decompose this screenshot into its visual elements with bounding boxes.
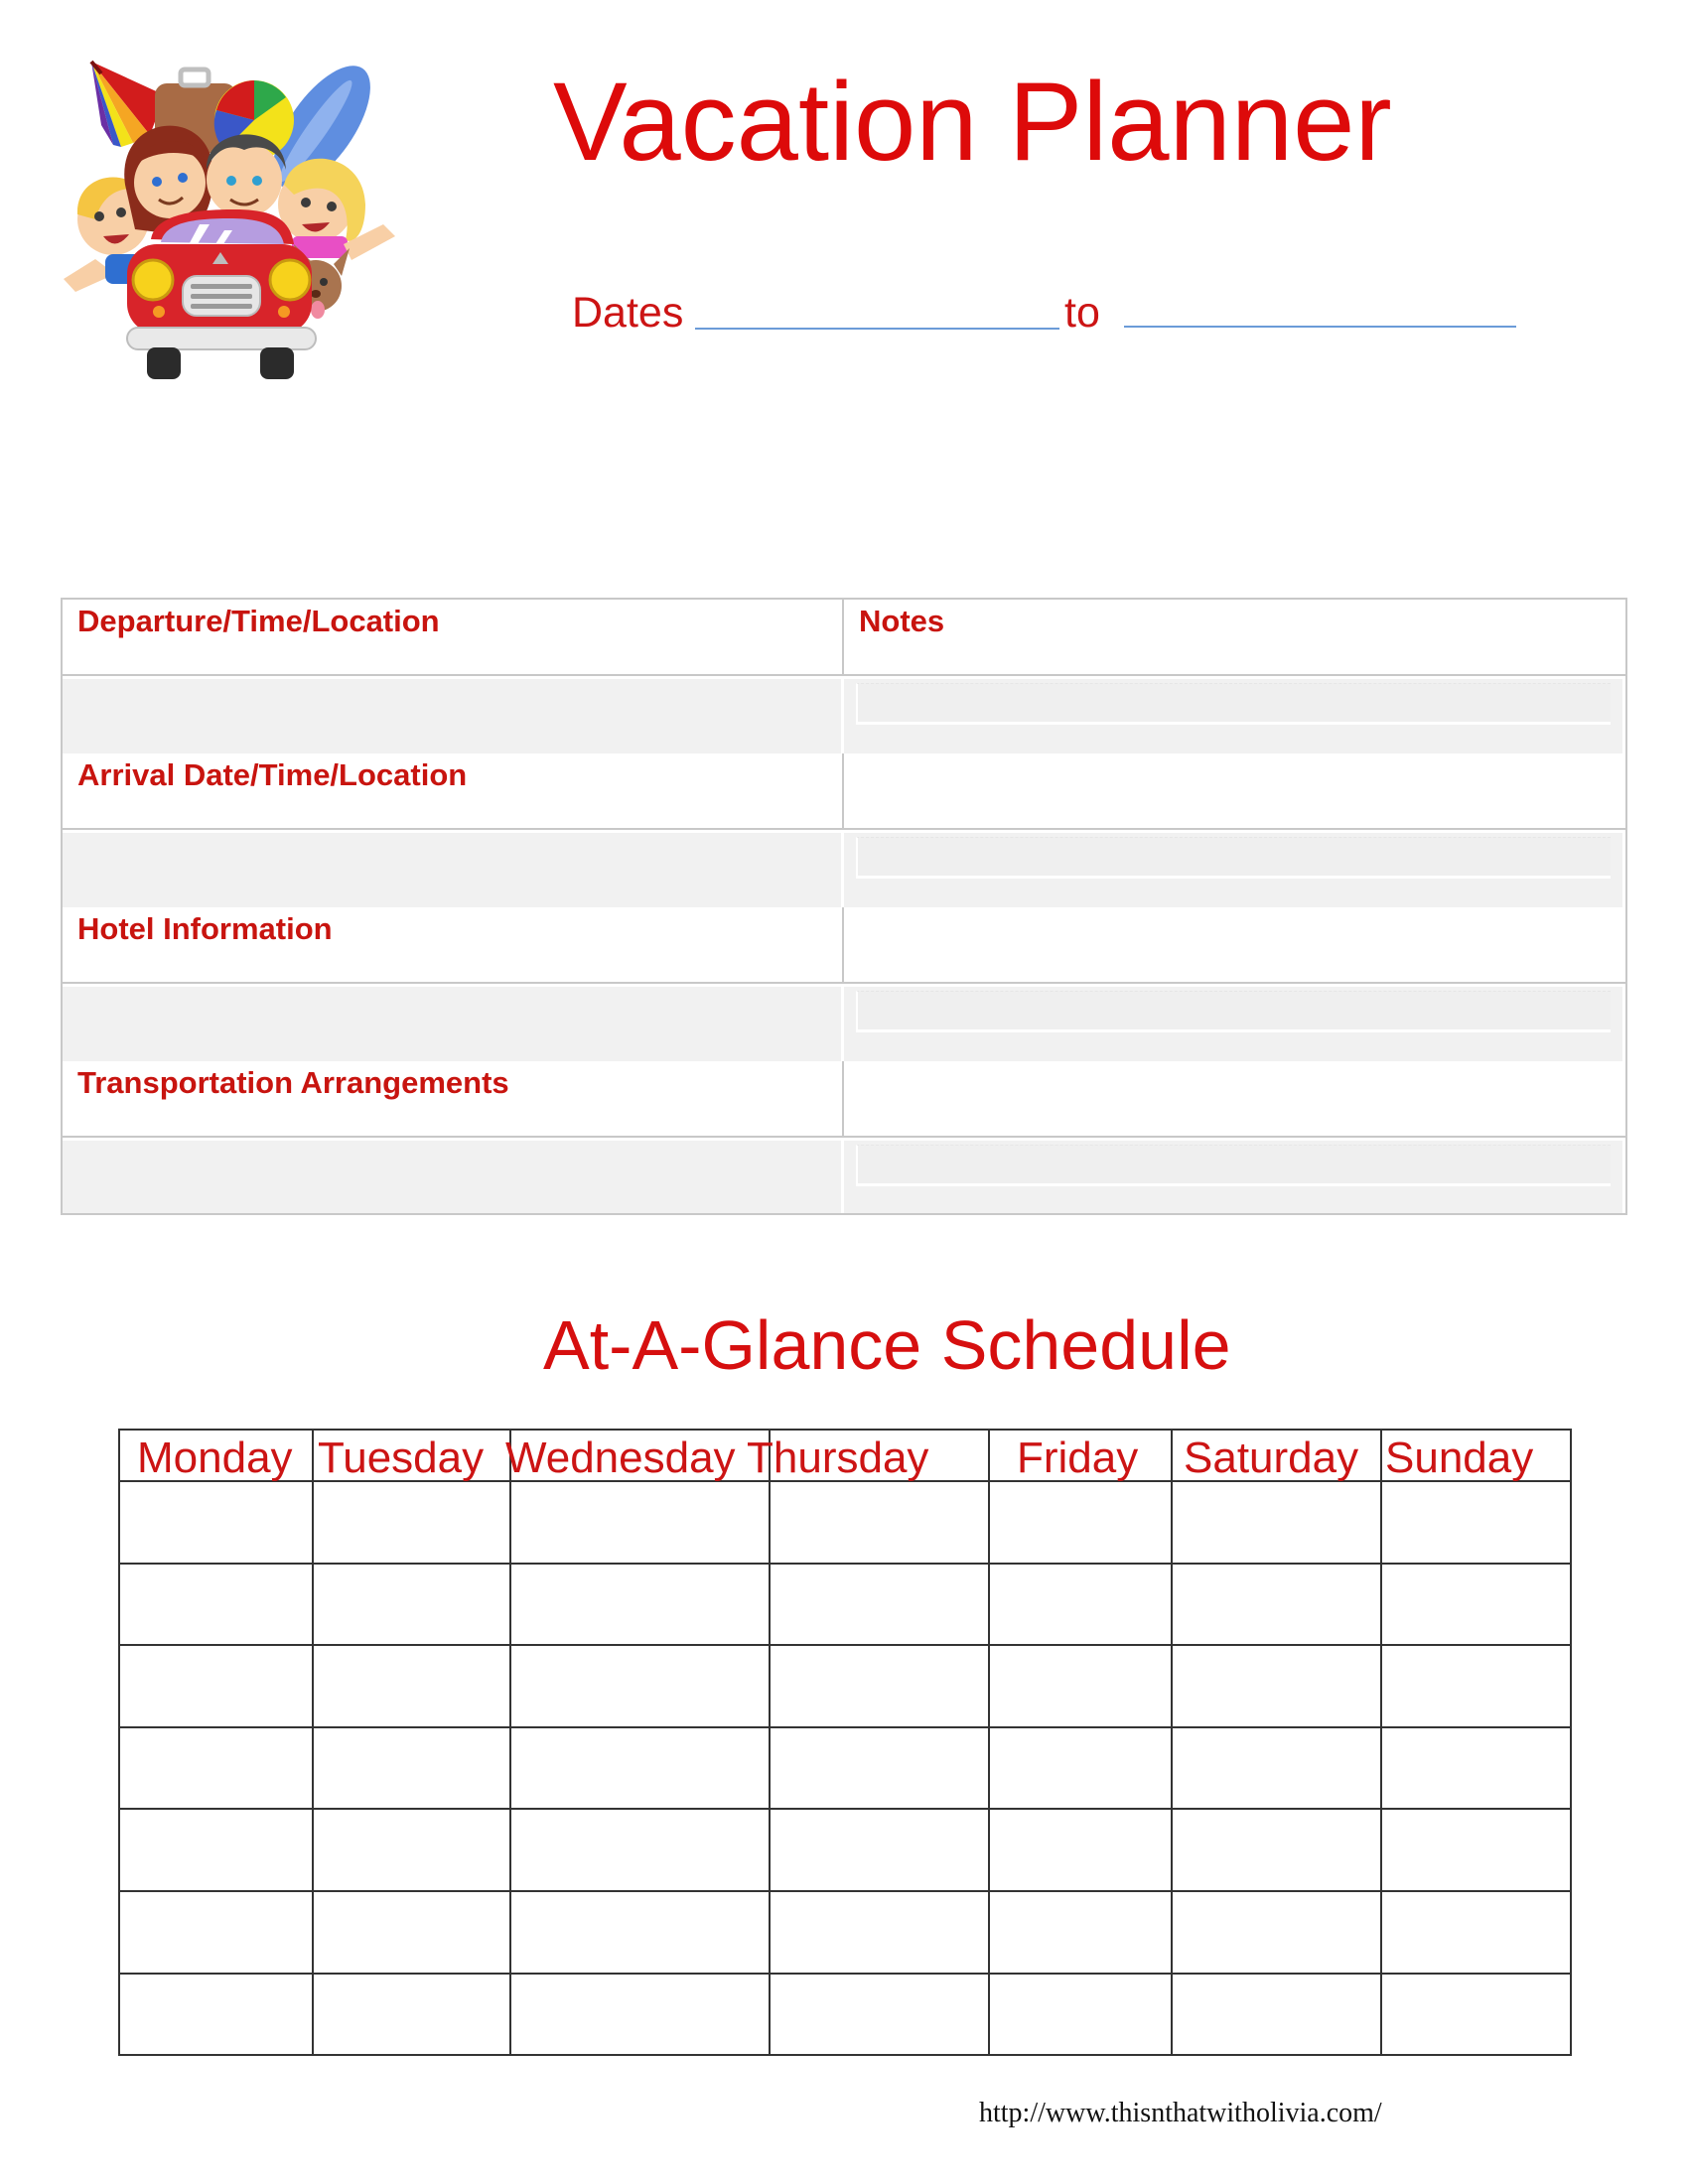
page-title: Vacation Planner — [553, 60, 1392, 184]
schedule-cell[interactable] — [1172, 1809, 1381, 1891]
schedule-row — [119, 1891, 1571, 1974]
departure-input-row — [63, 676, 1625, 753]
hotel-input-row — [63, 984, 1625, 1061]
day-header-wednesday — [505, 1430, 770, 1482]
trip-details-table — [61, 598, 1627, 1215]
girl-figure-icon — [278, 159, 395, 260]
schedule-cell[interactable] — [119, 1974, 313, 2056]
day-header-sunday — [1381, 1430, 1571, 1481]
arrival-notes-header-cell — [844, 753, 1625, 828]
schedule-cell[interactable] — [1381, 1645, 1571, 1727]
transportation-label-cell — [63, 1061, 844, 1136]
red-car-icon — [127, 209, 316, 379]
departure-label-row — [63, 600, 1625, 676]
schedule-cell[interactable] — [119, 1891, 313, 1974]
schedule-cell[interactable] — [510, 1564, 770, 1646]
schedule-row — [119, 1645, 1571, 1727]
transportation-label: Transportation Arrangements — [77, 1065, 509, 1100]
departure-label-cell — [63, 600, 844, 674]
departure-notes-box[interactable] — [856, 683, 1611, 725]
day-label: Sunday — [1385, 1433, 1534, 1482]
schedule-cell[interactable] — [1172, 1727, 1381, 1810]
schedule-cell[interactable] — [770, 1809, 989, 1891]
arrival-label: Arrival Date/Time/Location — [77, 757, 468, 792]
day-label: Thursday — [747, 1433, 929, 1482]
schedule-cell[interactable] — [510, 1809, 770, 1891]
schedule-cell[interactable] — [1172, 1564, 1381, 1646]
schedule-row — [119, 1481, 1571, 1564]
weekly-schedule-table — [118, 1429, 1572, 2056]
day-header-friday — [989, 1430, 1172, 1481]
footer-url-link[interactable]: http://www.thisnthatwitholivia.com/ — [979, 2098, 1382, 2128]
departure-notes-input[interactable] — [844, 679, 1622, 753]
hotel-label-row — [63, 907, 1625, 984]
schedule-cell[interactable] — [313, 1974, 510, 2056]
schedule-cell[interactable] — [1172, 1645, 1381, 1727]
schedule-body — [119, 1481, 1571, 2055]
schedule-cell[interactable] — [770, 1891, 989, 1974]
schedule-cell[interactable] — [510, 1974, 770, 2056]
schedule-cell[interactable] — [770, 1645, 989, 1727]
to-label: to — [1064, 289, 1100, 337]
day-header-monday — [119, 1430, 313, 1481]
notes-label: Notes — [859, 604, 945, 638]
schedule-header-row — [119, 1430, 1571, 1481]
day-label: Monday — [137, 1433, 293, 1482]
end-date-field[interactable] — [1124, 326, 1516, 328]
arrival-notes-box[interactable] — [856, 837, 1611, 879]
schedule-cell[interactable] — [313, 1481, 510, 1564]
transportation-notes-box[interactable] — [856, 1145, 1611, 1186]
transportation-input[interactable] — [63, 1141, 844, 1213]
schedule-cell[interactable] — [770, 1727, 989, 1810]
schedule-cell[interactable] — [313, 1645, 510, 1727]
hotel-notes-input[interactable] — [844, 987, 1622, 1061]
schedule-cell[interactable] — [1381, 1974, 1571, 2056]
schedule-cell[interactable] — [1172, 1891, 1381, 1974]
transportation-notes-input[interactable] — [844, 1141, 1622, 1213]
arrival-notes-input[interactable] — [844, 833, 1622, 907]
dates-label: Dates — [572, 289, 684, 337]
schedule-cell[interactable] — [989, 1645, 1172, 1727]
hotel-label-cell — [63, 907, 844, 982]
schedule-row — [119, 1727, 1571, 1810]
family-car-icon — [56, 56, 403, 388]
schedule-cell[interactable] — [1381, 1564, 1571, 1646]
schedule-cell[interactable] — [989, 1727, 1172, 1810]
start-date-field[interactable] — [695, 328, 1059, 330]
arrival-input[interactable] — [63, 833, 844, 907]
schedule-row — [119, 1564, 1571, 1646]
schedule-cell[interactable] — [1381, 1481, 1571, 1564]
schedule-row — [119, 1974, 1571, 2056]
schedule-cell[interactable] — [1172, 1481, 1381, 1564]
schedule-cell[interactable] — [510, 1645, 770, 1727]
schedule-cell[interactable] — [770, 1974, 989, 2056]
day-label: Saturday — [1184, 1433, 1359, 1482]
schedule-cell[interactable] — [313, 1809, 510, 1891]
schedule-cell[interactable] — [119, 1809, 313, 1891]
schedule-cell[interactable] — [313, 1891, 510, 1974]
schedule-cell[interactable] — [1172, 1974, 1381, 2056]
notes-header-cell — [844, 600, 1625, 674]
day-header-thursday — [747, 1430, 989, 1482]
schedule-cell[interactable] — [510, 1727, 770, 1810]
schedule-cell[interactable] — [989, 1809, 1172, 1891]
schedule-cell[interactable] — [119, 1727, 313, 1810]
schedule-cell[interactable] — [313, 1564, 510, 1646]
departure-input[interactable] — [63, 679, 844, 753]
day-header-tuesday — [313, 1430, 510, 1481]
schedule-cell[interactable] — [989, 1564, 1172, 1646]
hotel-input[interactable] — [63, 987, 844, 1061]
hotel-notes-box[interactable] — [856, 991, 1611, 1032]
family-car-illustration — [56, 56, 403, 388]
schedule-cell[interactable] — [989, 1974, 1172, 2056]
day-label: Wednesday — [505, 1433, 736, 1482]
dad-figure-icon — [207, 134, 286, 217]
schedule-cell[interactable] — [510, 1891, 770, 1974]
schedule-cell[interactable] — [119, 1564, 313, 1646]
schedule-cell[interactable] — [1381, 1809, 1571, 1891]
schedule-cell[interactable] — [119, 1481, 313, 1564]
transportation-label-row — [63, 1061, 1625, 1138]
hotel-notes-header-cell — [844, 907, 1625, 982]
day-label: Friday — [1017, 1433, 1139, 1482]
departure-label: Departure/Time/Location — [77, 604, 440, 638]
schedule-cell[interactable] — [770, 1481, 989, 1564]
schedule-cell[interactable] — [1381, 1891, 1571, 1974]
schedule-cell[interactable] — [313, 1727, 510, 1810]
arrival-label-cell — [63, 753, 844, 828]
schedule-row — [119, 1809, 1571, 1891]
schedule-cell[interactable] — [119, 1645, 313, 1727]
schedule-cell[interactable] — [770, 1564, 989, 1646]
arrival-label-row — [63, 753, 1625, 830]
day-header-saturday — [1172, 1430, 1381, 1481]
schedule-cell[interactable] — [1381, 1727, 1571, 1810]
arrival-input-row — [63, 830, 1625, 907]
transportation-input-row — [63, 1138, 1625, 1215]
schedule-title: At-A-Glance Schedule — [543, 1306, 1231, 1384]
transportation-notes-header-cell — [844, 1061, 1625, 1136]
day-label: Tuesday — [318, 1433, 485, 1482]
schedule-cell[interactable] — [989, 1481, 1172, 1564]
schedule-cell[interactable] — [510, 1481, 770, 1564]
schedule-cell[interactable] — [989, 1891, 1172, 1974]
hotel-label: Hotel Information — [77, 911, 333, 946]
